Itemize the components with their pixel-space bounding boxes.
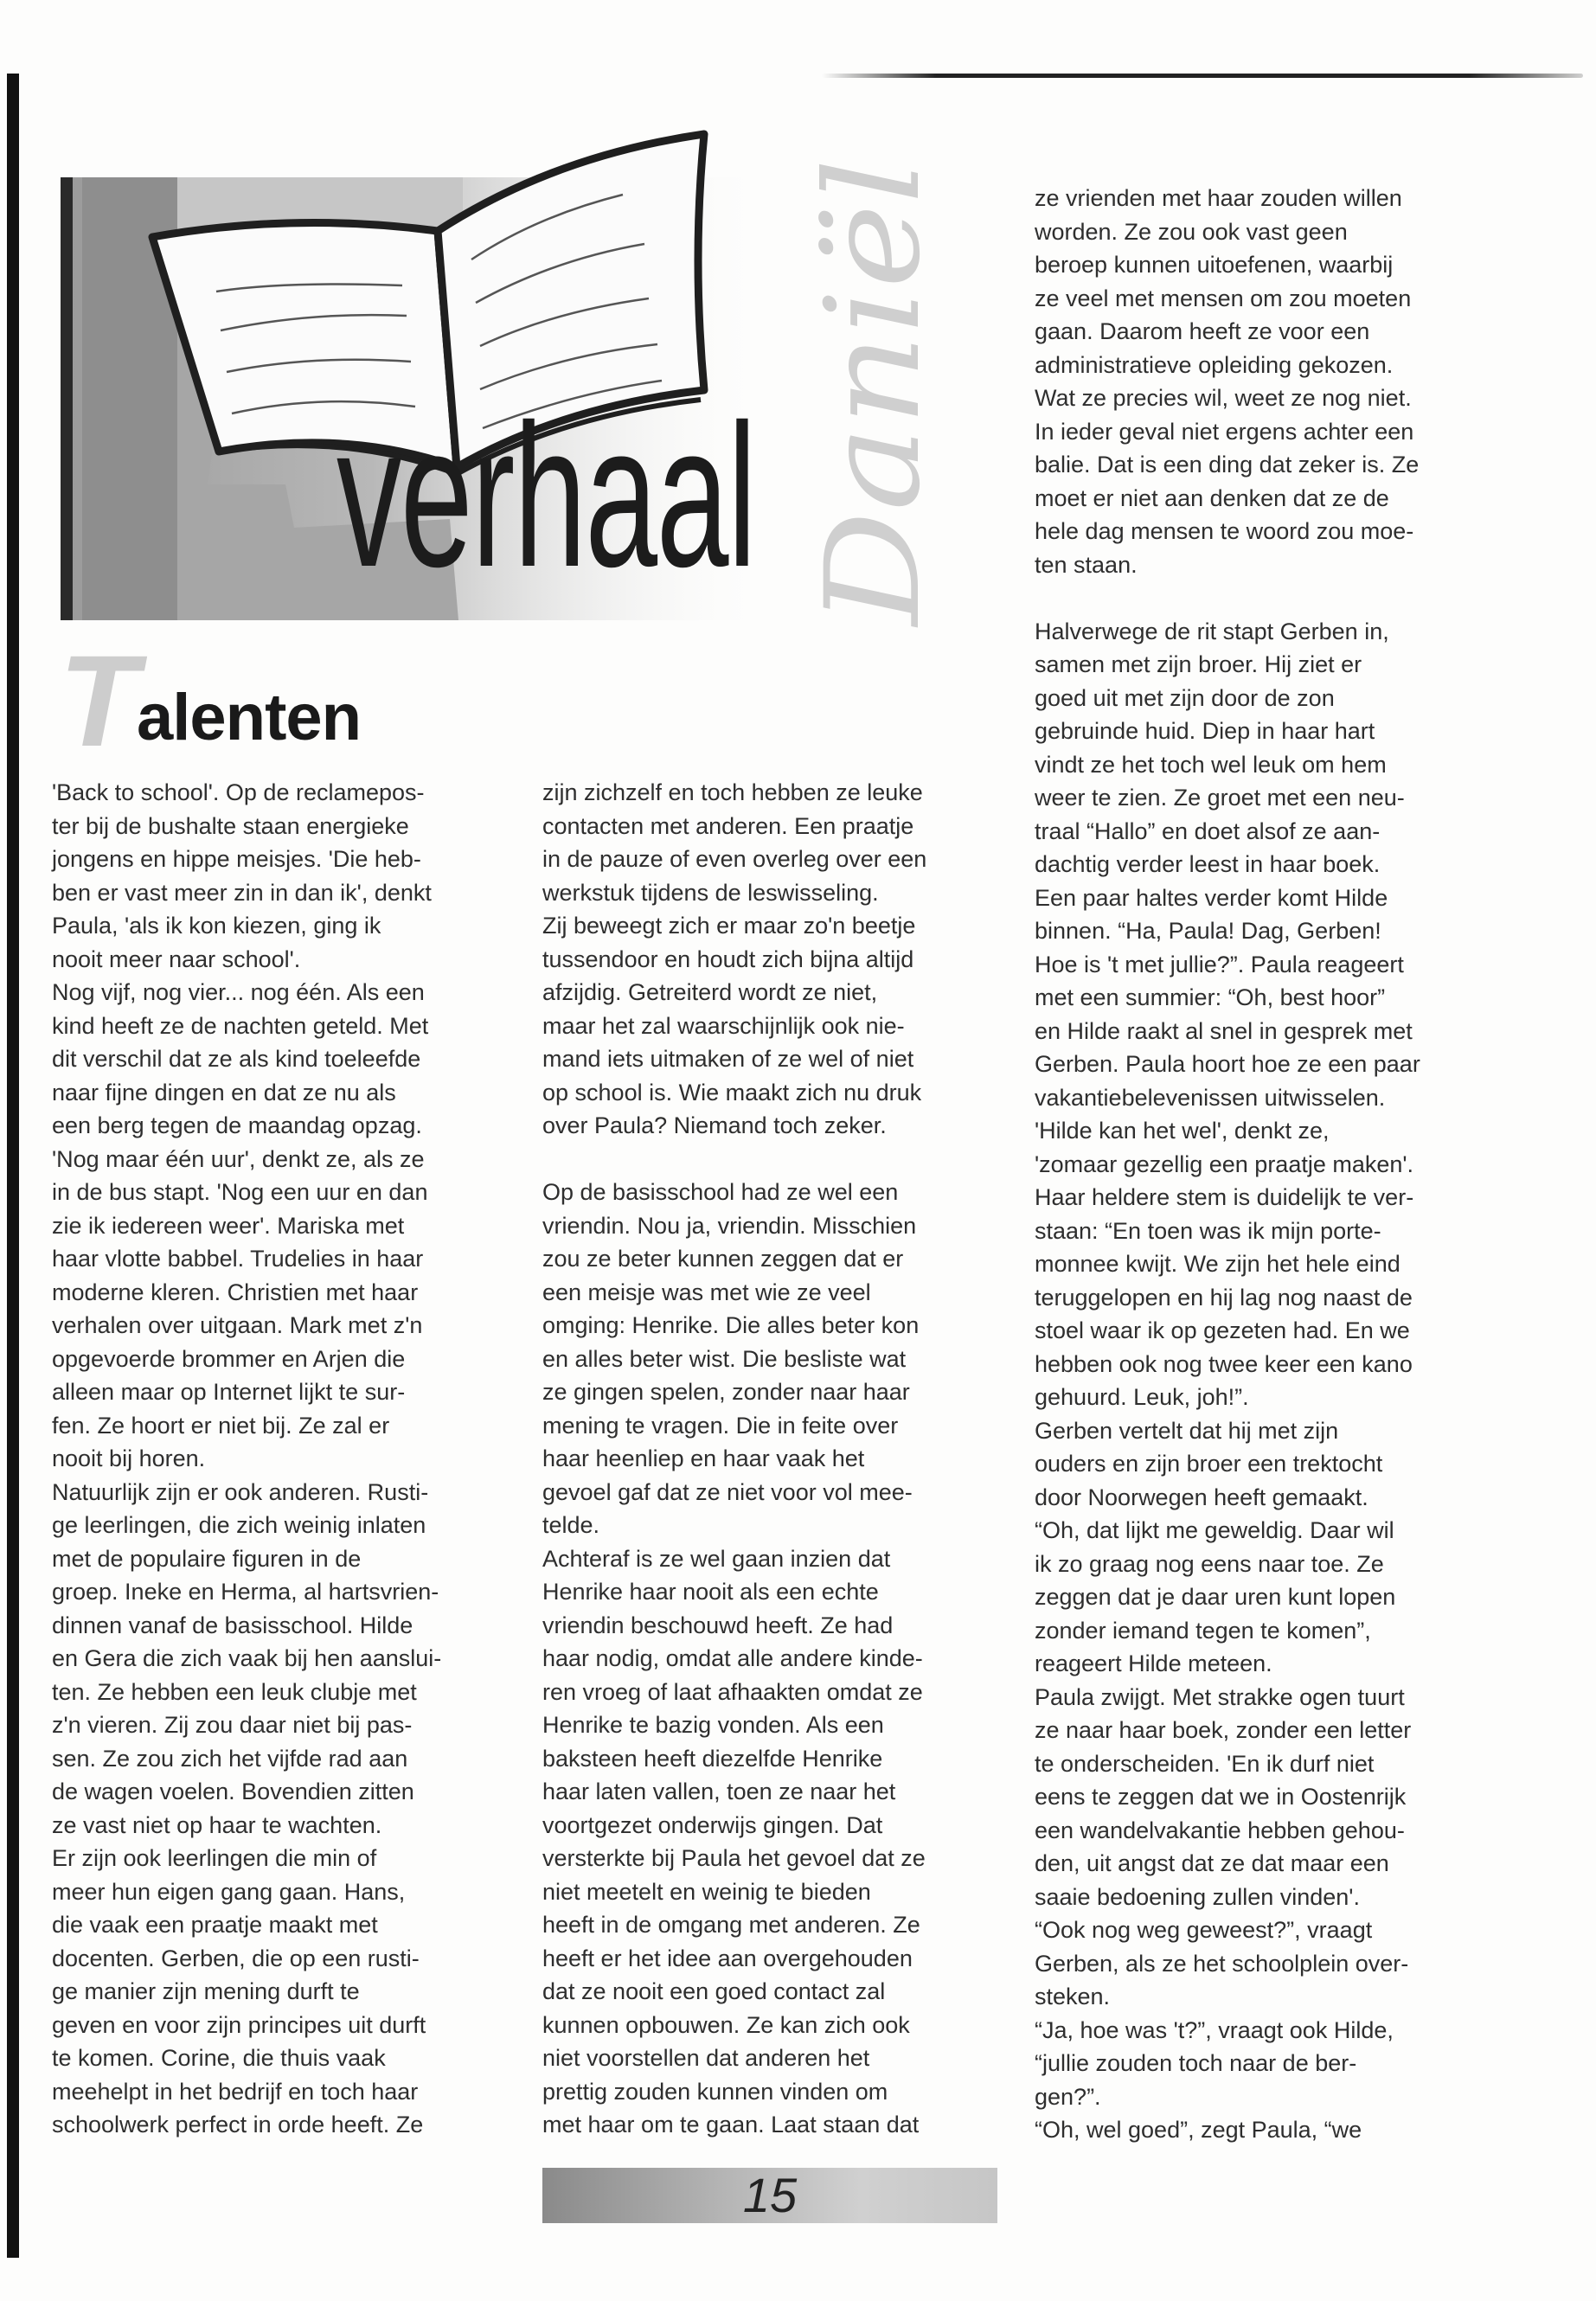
text-line: Achteraf is ze wel gaan inzien dat — [542, 1545, 891, 1572]
text-line: hele dag mensen te woord zou moe- — [1035, 518, 1414, 544]
text-line — [542, 1143, 1014, 1176]
text-line: zie ik iedereen weer'. Mariska met — [52, 1212, 405, 1239]
text-line: saaie bedoening zullen vinden'. — [1035, 1883, 1360, 1910]
text-column-2 — [542, 776, 1014, 2142]
text-line: gaan. Daarom heeft ze voor een — [1035, 318, 1370, 344]
text-line: hebben ook nog twee keer een kano — [1035, 1350, 1413, 1377]
text-line: ze vrienden met haar zouden willen — [1035, 185, 1402, 211]
text-line: heeft in de omgang met anderen. Ze — [542, 1912, 920, 1938]
text-line: kind heeft ze de nachten geteld. Met — [52, 1012, 429, 1039]
text-line: een meisje was met wie ze veel — [542, 1279, 871, 1305]
text-line: met de populaire figuren in de — [52, 1545, 362, 1572]
text-line: te komen. Corine, die thuis vaak — [52, 2045, 386, 2071]
text-line: stoel waar ik op gezeten had. En we — [1035, 1317, 1410, 1343]
text-line: weer te zien. Ze groet met een neu- — [1035, 785, 1405, 811]
section-label: verhaal — [337, 381, 756, 609]
text-line: en Gera die zich vaak bij hen aanslui- — [52, 1645, 442, 1671]
text-line: haar vlotte babbel. Trudelies in haar — [52, 1246, 424, 1272]
text-line: versterkte bij Paula het gevoel dat ze — [542, 1845, 926, 1871]
text-line: vriendin. Nou ja, vriendin. Misschien — [542, 1212, 917, 1239]
text-line: ik zo graag nog eens naar toe. Ze — [1035, 1550, 1384, 1577]
text-line: zou ze beter kunnen zeggen dat er — [542, 1246, 904, 1272]
text-line: traal “Hallo” en doet alsof ze aan- — [1035, 817, 1381, 844]
text-line: ze naar haar boek, zonder een letter — [1035, 1717, 1412, 1743]
header-left-stroke — [61, 177, 73, 620]
text-line: zonder iemand tegen te komen”, — [1035, 1617, 1371, 1644]
text-line: en alles beter wist. Die besliste wat — [542, 1345, 907, 1372]
text-line: vakantiebelevenissen uitwisselen. — [1035, 1084, 1386, 1111]
text-line: met een summier: “Oh, best hoor” — [1035, 984, 1386, 1010]
text-line: docenten. Gerben, die op een rusti- — [52, 1945, 420, 1971]
text-line: “jullie zouden toch naar de ber- — [1035, 2050, 1357, 2076]
text-line: dinnen vanaf de basisschool. Hilde — [52, 1612, 413, 1638]
text-line: reageert Hilde meteen. — [1035, 1650, 1272, 1676]
text-line: ouders en zijn broer een trektocht — [1035, 1451, 1383, 1477]
text-line: maar het zal waarschijnlijk ook nie- — [542, 1012, 905, 1039]
text-line: Gerben vertelt dat hij met zijn — [1035, 1417, 1339, 1444]
text-line: steken. — [1035, 1984, 1111, 2009]
text-line: ge leerlingen, die zich weinig inlaten — [52, 1512, 426, 1538]
text-line: groep. Ineke en Herma, al hartsvrien- — [52, 1579, 439, 1605]
text-line: Hoe is 't met jullie?”. Paula reageert — [1035, 951, 1404, 977]
text-line: over Paula? Niemand toch zeker. — [542, 1112, 887, 1138]
text-line: 'Nog maar één uur', denkt ze, als ze — [52, 1145, 425, 1172]
text-line: nooit meer naar school'. — [52, 945, 301, 972]
text-line: ze gingen spelen, zonder naar haar — [542, 1379, 910, 1405]
text-line: door Noorwegen heeft gemaakt. — [1035, 1484, 1368, 1510]
text-line: niet meetelt en weinig te bieden — [542, 1878, 871, 1905]
text-line: In ieder geval niet ergens achter een — [1035, 418, 1414, 445]
text-line: alleen maar op Internet lijkt te sur- — [52, 1379, 406, 1405]
text-line: te onderscheiden. 'En ik durf niet — [1035, 1750, 1375, 1777]
text-line: haar nodig, omdat alle andere kinde- — [542, 1645, 923, 1671]
text-line: worden. Ze zou ook vast geen — [1035, 218, 1348, 245]
text-line: telde. — [542, 1512, 600, 1538]
top-rule — [822, 74, 1583, 78]
text-line: Halverwege de rit stapt Gerben in, — [1035, 618, 1389, 644]
title-initial: T — [59, 628, 138, 773]
text-line: nooit bij horen. — [52, 1445, 206, 1471]
text-line: balie. Dat is een ding dat zeker is. Ze — [1035, 452, 1420, 478]
text-line: “Oh, wel goed”, zegt Paula, “we — [1035, 2117, 1362, 2143]
text-line: monnee kwijt. We zijn het hele eind — [1035, 1251, 1401, 1277]
text-line: ren vroeg of laat afhaakten omdat ze — [542, 1678, 923, 1705]
text-line: dit verschil dat ze als kind toeleefde — [52, 1046, 421, 1072]
text-line: dachtig verder leest in haar boek. — [1035, 851, 1381, 877]
text-line: beroep kunnen uitoefenen, waarbij — [1035, 252, 1394, 278]
text-line: tussendoor en houdt zich bijna altijd — [542, 945, 914, 972]
text-line: Paula zwijgt. Met strakke ogen tuurt — [1035, 1683, 1405, 1710]
text-line: moderne kleren. Christien met haar — [52, 1279, 419, 1305]
text-line: een berg tegen de maandag opzag. — [52, 1112, 422, 1138]
text-line: eens te zeggen dat we in Oostenrijk — [1035, 1784, 1407, 1810]
text-line: Gerben, als ze het schoolplein over- — [1035, 1950, 1409, 1977]
text-line: kunnen opbouwen. Ze kan zich ook — [542, 2011, 910, 2038]
text-line: ze vast niet op haar te wachten. — [52, 1811, 382, 1838]
text-line: samen met zijn broer. Hij ziet er — [1035, 651, 1362, 677]
text-line: gevoel gaf dat ze niet voor vol mee- — [542, 1478, 913, 1505]
text-line: verhalen over uitgaan. Mark met z'n — [52, 1312, 423, 1338]
text-line: “Oh, dat lijkt me geweldig. Daar wil — [1035, 1517, 1394, 1543]
text-line: staan: “En toen was ik mijn porte- — [1035, 1217, 1381, 1244]
text-line: baksteen heeft diezelfde Henrike — [542, 1745, 883, 1772]
text-line: geven en voor zijn principes uit durft — [52, 2011, 426, 2038]
text-line: 'Back to school'. Op de reclamepos- — [52, 779, 425, 805]
text-line: ten. Ze hebben een leuk clubje met — [52, 1678, 417, 1705]
text-line: werkstuk tijdens de leswisseling. — [542, 879, 879, 906]
text-line: ze veel met mensen om zou moeten — [1035, 285, 1412, 311]
article-title: alenten — [137, 681, 362, 754]
text-line: meehelpt in het bedrijf en toch haar — [52, 2078, 419, 2105]
text-line: omging: Henrike. Die alles beter kon — [542, 1312, 920, 1338]
page-number: 15 — [742, 2168, 798, 2222]
text-line: mand iets uitmaken of ze wel of niet — [542, 1046, 914, 1072]
text-line: Haar heldere stem is duidelijk te ver- — [1035, 1184, 1414, 1210]
text-line: Wat ze precies wil, weet ze nog niet. — [1035, 385, 1412, 411]
text-line: Henrike te bazig vonden. Als een — [542, 1712, 884, 1738]
text-line: Er zijn ook leerlingen die min of — [52, 1845, 377, 1871]
text-line: zeggen dat je daar uren kunt lopen — [1035, 1584, 1396, 1610]
text-line: Henrike haar nooit als een echte — [542, 1579, 879, 1605]
text-line: binnen. “Ha, Paula! Dag, Gerben! — [1035, 918, 1381, 944]
text-line: vindt ze het toch wel leuk om hem — [1035, 751, 1387, 778]
text-line: dat ze nooit een goed contact zal — [542, 1978, 886, 2004]
text-line: vriendin beschouwd heeft. Ze had — [542, 1612, 894, 1638]
text-line: die vaak een praatje maakt met — [52, 1912, 378, 1938]
text-line: ten staan. — [1035, 551, 1138, 578]
text-line: contacten met anderen. Een praatje — [542, 812, 914, 839]
text-line: z'n vieren. Zij zou daar niet bij pas- — [52, 1712, 413, 1738]
text-line: afzijdig. Getreiterd wordt ze niet, — [542, 979, 878, 1005]
text-line — [1035, 581, 1506, 615]
text-line: haar laten vallen, toen ze naar het — [542, 1779, 896, 1804]
text-line: opgevoerde brommer en Arjen die — [52, 1345, 406, 1372]
text-line: heeft er het idee aan overgehouden — [542, 1945, 913, 1971]
text-line: met haar om te gaan. Laat staan dat — [542, 2112, 920, 2138]
text-line: goed uit met zijn door de zon — [1035, 684, 1335, 711]
text-line: Natuurlijk zijn er ook anderen. Rusti- — [52, 1478, 429, 1505]
author-name: Daniël — [798, 157, 949, 626]
text-line: zijn zichzelf en toch hebben ze leuke — [542, 779, 923, 805]
text-line: in de pauze of even overleg over een — [542, 846, 927, 872]
text-line: schoolwerk perfect in orde heeft. Ze — [52, 2112, 424, 2138]
text-line: voortgezet onderwijs gingen. Dat — [542, 1811, 883, 1838]
text-line: in de bus stapt. 'Nog een uur en dan — [52, 1179, 428, 1205]
text-line: ben er vast meer zin in dan ik', denkt — [52, 879, 432, 906]
text-line: de wagen voelen. Bovendien zitten — [52, 1779, 414, 1804]
text-line: moet er niet aan denken dat ze de — [1035, 484, 1389, 511]
text-line: Gerben. Paula hoort hoe ze een paar — [1035, 1051, 1420, 1077]
text-line: “Ook nog weg geweest?”, vraagt — [1035, 1917, 1373, 1943]
text-line: Zij beweegt zich er maar zo'n beetje — [542, 913, 916, 939]
text-column-3 — [1035, 182, 1506, 2147]
text-line: 'zomaar gezellig een praatje maken'. — [1035, 1150, 1414, 1177]
text-line: administratieve opleiding gekozen. — [1035, 351, 1394, 378]
text-line: 'Hilde kan het wel', denkt ze, — [1035, 1118, 1330, 1144]
text-line: Een paar haltes verder komt Hilde — [1035, 884, 1388, 911]
text-line: meer hun eigen gang gaan. Hans, — [52, 1878, 406, 1905]
text-line: teruggelopen en hij lag nog naast de — [1035, 1284, 1413, 1311]
text-line: sen. Ze zou zich het vijfde rad aan — [52, 1745, 408, 1772]
text-line: haar heenliep en haar vaak het — [542, 1445, 865, 1471]
text-line: den, uit angst dat ze dat maar een — [1035, 1850, 1389, 1876]
text-line: niet voorstellen dat anderen het — [542, 2045, 870, 2071]
text-line: gebruinde huid. Diep in haar hart — [1035, 718, 1375, 744]
text-line: “Ja, hoe was 't?”, vraagt ook Hilde, — [1035, 2016, 1394, 2043]
text-line: en Hilde raakt al snel in gesprek met — [1035, 1017, 1413, 1044]
text-line: naar fijne dingen en dat ze nu als — [52, 1079, 396, 1106]
text-line: mening te vragen. Die in feite over — [542, 1412, 899, 1439]
text-line: fen. Ze hoort er niet bij. Ze zal er — [52, 1412, 390, 1439]
text-line: Op de basisschool had ze wel een — [542, 1179, 899, 1205]
text-line: jongens en hippe meisjes. 'Die heb- — [52, 846, 421, 872]
text-line: gen?”. — [1035, 2083, 1101, 2110]
page-number-bar — [542, 2168, 997, 2223]
text-line: prettig zouden kunnen vinden om — [542, 2078, 888, 2105]
text-line: gehuurd. Leuk, joh!”. — [1035, 1384, 1249, 1410]
text-line: Nog vijf, nog vier... nog één. Als een — [52, 979, 425, 1005]
text-line: ge manier zijn mening durft te — [52, 1978, 360, 2004]
text-line: op school is. Wie maakt zich nu druk — [542, 1079, 922, 1106]
text-line: een wandelvakantie hebben gehou- — [1035, 1817, 1405, 1843]
text-line: ter bij de bushalte staan energieke — [52, 812, 409, 839]
text-line: Paula, 'als ik kon kiezen, ging ik — [52, 913, 381, 939]
text-column-1 — [52, 776, 523, 2142]
